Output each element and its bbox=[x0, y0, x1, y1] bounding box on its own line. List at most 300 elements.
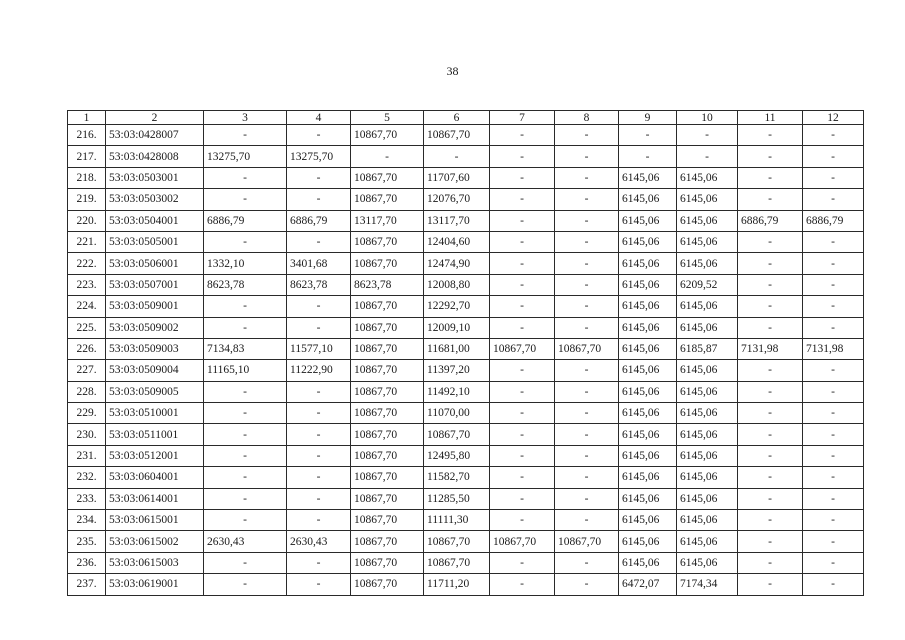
table-cell: 6145,06 bbox=[619, 167, 677, 188]
table-cell: - bbox=[555, 274, 619, 295]
table-cell: - bbox=[803, 488, 864, 509]
table-cell: - bbox=[490, 360, 555, 381]
table-row bbox=[68, 274, 864, 295]
table-cell: - bbox=[490, 574, 555, 595]
table-cell: - bbox=[204, 296, 287, 317]
table-cell: 53:03:0503002 bbox=[106, 189, 204, 210]
table-cell: 8623,78 bbox=[351, 274, 424, 295]
table-cell: 6145,06 bbox=[619, 274, 677, 295]
table-cell: 10867,70 bbox=[490, 531, 555, 552]
table-cell: 6145,06 bbox=[619, 253, 677, 274]
table-cell: 6145,06 bbox=[619, 189, 677, 210]
table-cell: 218. bbox=[68, 167, 106, 188]
table-cell: 227. bbox=[68, 360, 106, 381]
table-cell: 237. bbox=[68, 574, 106, 595]
table-cell: 229. bbox=[68, 403, 106, 424]
table-cell: - bbox=[803, 510, 864, 531]
table-cell: 10867,70 bbox=[351, 488, 424, 509]
table-cell: 53:03:0505001 bbox=[106, 231, 204, 252]
table-cell: - bbox=[803, 296, 864, 317]
table-row bbox=[68, 125, 864, 146]
table-cell: 217. bbox=[68, 146, 106, 167]
table-row bbox=[68, 231, 864, 252]
table-cell: - bbox=[555, 231, 619, 252]
header-row bbox=[68, 111, 864, 125]
table-cell: 12009,10 bbox=[424, 317, 490, 338]
table-row bbox=[68, 253, 864, 274]
table-cell: - bbox=[204, 574, 287, 595]
table-cell: - bbox=[738, 274, 803, 295]
table-cell: 10867,70 bbox=[424, 552, 490, 573]
table-cell: 53:03:0615002 bbox=[106, 531, 204, 552]
table-cell: - bbox=[555, 510, 619, 531]
table-cell: - bbox=[555, 210, 619, 231]
page-number: 38 bbox=[446, 64, 459, 78]
table-cell: - bbox=[738, 317, 803, 338]
table-cell: - bbox=[490, 296, 555, 317]
table-cell: - bbox=[204, 317, 287, 338]
table-cell: - bbox=[555, 467, 619, 488]
table-row bbox=[68, 488, 864, 509]
table-cell: 235. bbox=[68, 531, 106, 552]
table-cell: - bbox=[490, 125, 555, 146]
table-cell: 6145,06 bbox=[619, 510, 677, 531]
table-cell: 12495,80 bbox=[424, 445, 490, 466]
table-row bbox=[68, 445, 864, 466]
table-cell: - bbox=[555, 445, 619, 466]
table-cell: - bbox=[619, 125, 677, 146]
table-cell: - bbox=[490, 253, 555, 274]
table-row bbox=[68, 510, 864, 531]
table-cell: 53:03:0509004 bbox=[106, 360, 204, 381]
table-cell: 6145,06 bbox=[677, 467, 738, 488]
table-cell: 6145,06 bbox=[677, 510, 738, 531]
table-cell: - bbox=[555, 552, 619, 573]
table-cell: 224. bbox=[68, 296, 106, 317]
table-cell: 6145,06 bbox=[619, 445, 677, 466]
table-cell: 53:03:0504001 bbox=[106, 210, 204, 231]
table-cell: 222. bbox=[68, 253, 106, 274]
table-cell: - bbox=[803, 360, 864, 381]
table-cell: - bbox=[204, 445, 287, 466]
table-cell: 11165,10 bbox=[204, 360, 287, 381]
table-cell: 7134,83 bbox=[204, 338, 287, 359]
table-cell: 6145,06 bbox=[619, 360, 677, 381]
table-cell: - bbox=[287, 574, 351, 595]
table-cell: 11070,00 bbox=[424, 403, 490, 424]
table-cell: - bbox=[738, 445, 803, 466]
table-cell: 219. bbox=[68, 189, 106, 210]
table-row bbox=[68, 360, 864, 381]
table-cell: - bbox=[803, 403, 864, 424]
table-cell: 6886,79 bbox=[287, 210, 351, 231]
table-cell: 6145,06 bbox=[619, 231, 677, 252]
table-cell: 10867,70 bbox=[351, 510, 424, 531]
table-cell: 6145,06 bbox=[619, 488, 677, 509]
table-cell: 6145,06 bbox=[677, 189, 738, 210]
table-cell: - bbox=[204, 552, 287, 573]
table-cell: 53:03:0604001 bbox=[106, 467, 204, 488]
table-cell: 6145,06 bbox=[619, 210, 677, 231]
table-cell: 11582,70 bbox=[424, 467, 490, 488]
column-header: 8 bbox=[555, 111, 619, 125]
table-cell: - bbox=[803, 381, 864, 402]
column-header: 7 bbox=[490, 111, 555, 125]
table-cell: 6145,06 bbox=[619, 381, 677, 402]
table-cell: - bbox=[555, 381, 619, 402]
table-cell: 6145,06 bbox=[619, 552, 677, 573]
table-cell: - bbox=[803, 445, 864, 466]
table-cell: 10867,70 bbox=[351, 574, 424, 595]
table-cell: 53:03:0509003 bbox=[106, 338, 204, 359]
table-cell: 53:03:0503001 bbox=[106, 167, 204, 188]
table-cell: 6145,06 bbox=[619, 338, 677, 359]
table-cell: - bbox=[738, 253, 803, 274]
table-cell: - bbox=[287, 488, 351, 509]
table-cell: 13117,70 bbox=[351, 210, 424, 231]
table-cell: 6145,06 bbox=[677, 552, 738, 573]
table-cell: 11492,10 bbox=[424, 381, 490, 402]
table-cell: 223. bbox=[68, 274, 106, 295]
table-cell: - bbox=[490, 488, 555, 509]
table-cell: - bbox=[803, 189, 864, 210]
table-cell: 216. bbox=[68, 125, 106, 146]
table-row bbox=[68, 552, 864, 573]
data-table bbox=[67, 110, 864, 596]
table-cell: - bbox=[287, 403, 351, 424]
table-cell: 11711,20 bbox=[424, 574, 490, 595]
table-row bbox=[68, 467, 864, 488]
table-cell: - bbox=[738, 381, 803, 402]
table-cell: 6145,06 bbox=[677, 381, 738, 402]
table-cell: 11111,30 bbox=[424, 510, 490, 531]
table-cell: 11707,60 bbox=[424, 167, 490, 188]
table-cell: 7131,98 bbox=[803, 338, 864, 359]
table-cell: 1332,10 bbox=[204, 253, 287, 274]
table-cell: 6145,06 bbox=[619, 467, 677, 488]
table-cell: - bbox=[555, 424, 619, 445]
table-cell: - bbox=[738, 424, 803, 445]
table-row bbox=[68, 531, 864, 552]
table-cell: 53:03:0511001 bbox=[106, 424, 204, 445]
table-cell: 10867,70 bbox=[555, 338, 619, 359]
table-cell: 53:03:0507001 bbox=[106, 274, 204, 295]
table-cell: - bbox=[803, 552, 864, 573]
table-cell: - bbox=[490, 424, 555, 445]
table-cell: - bbox=[803, 167, 864, 188]
table-cell: - bbox=[204, 467, 287, 488]
table-row bbox=[68, 424, 864, 445]
table-cell: - bbox=[287, 167, 351, 188]
table-cell: - bbox=[490, 210, 555, 231]
table-cell: - bbox=[490, 146, 555, 167]
table-cell: 11397,20 bbox=[424, 360, 490, 381]
table-cell: 236. bbox=[68, 552, 106, 573]
table-cell: 2630,43 bbox=[204, 531, 287, 552]
table-cell: 6145,06 bbox=[677, 253, 738, 274]
table-cell: 13275,70 bbox=[287, 146, 351, 167]
table-cell: - bbox=[204, 167, 287, 188]
table-cell: 12292,70 bbox=[424, 296, 490, 317]
table-cell: 225. bbox=[68, 317, 106, 338]
table-cell: 6145,06 bbox=[677, 488, 738, 509]
column-header: 6 bbox=[424, 111, 490, 125]
table-cell: 6145,06 bbox=[677, 231, 738, 252]
table-cell: - bbox=[490, 317, 555, 338]
table-cell: 6145,06 bbox=[677, 167, 738, 188]
table-cell: 10867,70 bbox=[351, 317, 424, 338]
table-cell: 7131,98 bbox=[738, 338, 803, 359]
table-cell: 53:03:0509002 bbox=[106, 317, 204, 338]
table-cell: 6145,06 bbox=[677, 531, 738, 552]
table-cell: - bbox=[738, 510, 803, 531]
table-cell: 11285,50 bbox=[424, 488, 490, 509]
table-cell: 6886,79 bbox=[803, 210, 864, 231]
table-cell: 228. bbox=[68, 381, 106, 402]
table-cell: - bbox=[204, 488, 287, 509]
table-cell: - bbox=[738, 231, 803, 252]
table-cell: - bbox=[287, 467, 351, 488]
table-cell: 233. bbox=[68, 488, 106, 509]
table-cell: 6145,06 bbox=[619, 531, 677, 552]
table-cell: - bbox=[803, 467, 864, 488]
table-cell: - bbox=[204, 125, 287, 146]
table-cell: 53:03:0510001 bbox=[106, 403, 204, 424]
table-cell: - bbox=[490, 552, 555, 573]
table-cell: - bbox=[803, 125, 864, 146]
table-cell: - bbox=[490, 445, 555, 466]
table-cell: - bbox=[803, 253, 864, 274]
column-header: 10 bbox=[677, 111, 738, 125]
table-cell: - bbox=[287, 424, 351, 445]
table-cell: - bbox=[555, 574, 619, 595]
table-cell: - bbox=[490, 510, 555, 531]
table-row bbox=[68, 146, 864, 167]
table-cell: - bbox=[555, 167, 619, 188]
table-cell: - bbox=[204, 189, 287, 210]
table-cell: 13275,70 bbox=[204, 146, 287, 167]
table-cell: 6886,79 bbox=[204, 210, 287, 231]
table-cell: 8623,78 bbox=[204, 274, 287, 295]
table-cell: 6472,07 bbox=[619, 574, 677, 595]
table-cell: - bbox=[803, 274, 864, 295]
column-header: 3 bbox=[204, 111, 287, 125]
table-cell: 6145,06 bbox=[619, 317, 677, 338]
column-header: 11 bbox=[738, 111, 803, 125]
table-cell: - bbox=[490, 274, 555, 295]
table-cell: - bbox=[351, 146, 424, 167]
table-cell: - bbox=[424, 146, 490, 167]
table-cell: - bbox=[738, 296, 803, 317]
table-cell: 3401,68 bbox=[287, 253, 351, 274]
table-cell: - bbox=[490, 467, 555, 488]
table-cell: 6145,06 bbox=[677, 210, 738, 231]
table-cell: 6145,06 bbox=[677, 403, 738, 424]
table-cell: 53:03:0428007 bbox=[106, 125, 204, 146]
table-cell: 6209,52 bbox=[677, 274, 738, 295]
table-cell: 10867,70 bbox=[351, 445, 424, 466]
table-cell: 10867,70 bbox=[351, 296, 424, 317]
table-cell: - bbox=[555, 125, 619, 146]
table-cell: 6886,79 bbox=[738, 210, 803, 231]
table-cell: 53:03:0512001 bbox=[106, 445, 204, 466]
table-cell: - bbox=[204, 381, 287, 402]
table-row bbox=[68, 317, 864, 338]
table-cell: - bbox=[803, 424, 864, 445]
table-cell: 10867,70 bbox=[424, 125, 490, 146]
table-cell: - bbox=[490, 167, 555, 188]
table-cell: 10867,70 bbox=[351, 531, 424, 552]
table-cell: - bbox=[619, 146, 677, 167]
table-cell: - bbox=[555, 146, 619, 167]
table-cell: 12404,60 bbox=[424, 231, 490, 252]
table-cell: - bbox=[287, 445, 351, 466]
table-cell: 6145,06 bbox=[619, 403, 677, 424]
table-cell: - bbox=[204, 231, 287, 252]
table-cell: 232. bbox=[68, 467, 106, 488]
table-cell: 10867,70 bbox=[424, 424, 490, 445]
table-cell: - bbox=[738, 574, 803, 595]
table-cell: 10867,70 bbox=[351, 424, 424, 445]
table-cell: 10867,70 bbox=[351, 253, 424, 274]
table-row bbox=[68, 574, 864, 595]
table-cell: 6145,06 bbox=[619, 296, 677, 317]
table-cell: 10867,70 bbox=[490, 338, 555, 359]
table-cell: 8623,78 bbox=[287, 274, 351, 295]
table-cell: 13117,70 bbox=[424, 210, 490, 231]
table-cell: 53:03:0614001 bbox=[106, 488, 204, 509]
table-cell: 53:03:0615001 bbox=[106, 510, 204, 531]
table-cell: 231. bbox=[68, 445, 106, 466]
table-cell: - bbox=[738, 125, 803, 146]
table-cell: 10867,70 bbox=[351, 231, 424, 252]
column-header: 1 bbox=[68, 111, 106, 125]
table-cell: 10867,70 bbox=[351, 467, 424, 488]
table-cell: - bbox=[555, 317, 619, 338]
table-cell: 12008,80 bbox=[424, 274, 490, 295]
table-row bbox=[68, 189, 864, 210]
table-cell: 10867,70 bbox=[351, 167, 424, 188]
table-cell: - bbox=[204, 424, 287, 445]
table-cell: - bbox=[490, 189, 555, 210]
table-cell: - bbox=[738, 467, 803, 488]
table-cell: 11222,90 bbox=[287, 360, 351, 381]
table-cell: 11681,00 bbox=[424, 338, 490, 359]
table-cell: - bbox=[287, 296, 351, 317]
table-cell: 6145,06 bbox=[677, 424, 738, 445]
table-cell: - bbox=[738, 167, 803, 188]
table-cell: - bbox=[490, 403, 555, 424]
table-cell: - bbox=[738, 531, 803, 552]
table-cell: - bbox=[287, 231, 351, 252]
table-cell: 10867,70 bbox=[351, 360, 424, 381]
table-cell: - bbox=[677, 146, 738, 167]
table-cell: 10867,70 bbox=[351, 552, 424, 573]
column-header: 9 bbox=[619, 111, 677, 125]
table-cell: - bbox=[803, 231, 864, 252]
table-cell: - bbox=[803, 146, 864, 167]
table-cell: 53:03:0509001 bbox=[106, 296, 204, 317]
table-cell: 6145,06 bbox=[677, 360, 738, 381]
table-row bbox=[68, 338, 864, 359]
table-cell: - bbox=[738, 403, 803, 424]
column-header: 5 bbox=[351, 111, 424, 125]
table-cell: - bbox=[677, 125, 738, 146]
table-cell: - bbox=[738, 488, 803, 509]
table-row bbox=[68, 167, 864, 188]
table-row bbox=[68, 210, 864, 231]
table-cell: 53:03:0509005 bbox=[106, 381, 204, 402]
table-cell: - bbox=[555, 360, 619, 381]
table-cell: - bbox=[803, 574, 864, 595]
table-cell: 12474,90 bbox=[424, 253, 490, 274]
table-cell: 226. bbox=[68, 338, 106, 359]
table-cell: - bbox=[204, 510, 287, 531]
table-cell: 220. bbox=[68, 210, 106, 231]
table-cell: - bbox=[555, 189, 619, 210]
table-row bbox=[68, 403, 864, 424]
table-cell: - bbox=[287, 381, 351, 402]
table-cell: - bbox=[287, 125, 351, 146]
table-cell: - bbox=[738, 552, 803, 573]
table-cell: - bbox=[490, 231, 555, 252]
table-cell: 10867,70 bbox=[424, 531, 490, 552]
table-cell: 6145,06 bbox=[677, 445, 738, 466]
table-cell: - bbox=[287, 317, 351, 338]
table-cell: - bbox=[555, 403, 619, 424]
table-cell: 53:03:0428008 bbox=[106, 146, 204, 167]
table-cell: - bbox=[287, 510, 351, 531]
table-cell: 10867,70 bbox=[351, 189, 424, 210]
table-body bbox=[68, 125, 864, 596]
table-cell: 234. bbox=[68, 510, 106, 531]
table-cell: - bbox=[803, 531, 864, 552]
table-cell: 230. bbox=[68, 424, 106, 445]
column-header: 4 bbox=[287, 111, 351, 125]
table-cell: 6145,06 bbox=[677, 317, 738, 338]
table-cell: 2630,43 bbox=[287, 531, 351, 552]
table-cell: - bbox=[555, 488, 619, 509]
table-cell: 53:03:0619001 bbox=[106, 574, 204, 595]
column-header: 12 bbox=[803, 111, 864, 125]
table-cell: - bbox=[738, 146, 803, 167]
table-cell: 12076,70 bbox=[424, 189, 490, 210]
table-cell: 221. bbox=[68, 231, 106, 252]
table-cell: - bbox=[738, 360, 803, 381]
table-cell: 53:03:0506001 bbox=[106, 253, 204, 274]
table-cell: - bbox=[555, 296, 619, 317]
table-row bbox=[68, 296, 864, 317]
table-cell: 10867,70 bbox=[351, 125, 424, 146]
table-cell: - bbox=[287, 552, 351, 573]
table-cell: - bbox=[803, 317, 864, 338]
table-row bbox=[68, 381, 864, 402]
table-cell: 6185,87 bbox=[677, 338, 738, 359]
table-cell: 10867,70 bbox=[351, 338, 424, 359]
table-cell: 6145,06 bbox=[677, 296, 738, 317]
table-cell: 10867,70 bbox=[555, 531, 619, 552]
table-cell: - bbox=[490, 381, 555, 402]
table-cell: - bbox=[555, 253, 619, 274]
table-cell: - bbox=[287, 189, 351, 210]
table-cell: 11577,10 bbox=[287, 338, 351, 359]
table-cell: 10867,70 bbox=[351, 381, 424, 402]
table-cell: 7174,34 bbox=[677, 574, 738, 595]
table-cell: - bbox=[738, 189, 803, 210]
column-header: 2 bbox=[106, 111, 204, 125]
table-cell: - bbox=[204, 403, 287, 424]
table-cell: 53:03:0615003 bbox=[106, 552, 204, 573]
